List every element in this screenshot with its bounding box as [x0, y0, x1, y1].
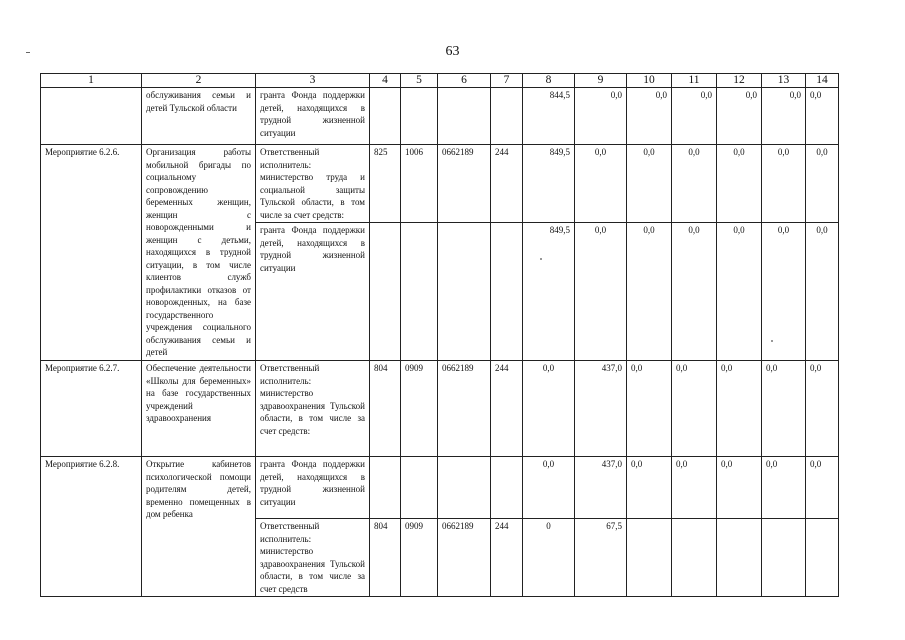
amount-cell: 437,0 [575, 361, 627, 457]
amount-cell: 0,0 [672, 145, 717, 223]
table-row [41, 361, 839, 457]
amount-cell: 0,0 [575, 145, 627, 223]
code-cell [401, 88, 438, 145]
amount-cell: 849,5 [523, 145, 575, 223]
amount-cell: 0,0 [672, 223, 717, 361]
amount-cell: 0 [523, 519, 575, 597]
column-header: 11 [672, 74, 717, 88]
amount-cell: 0,0 [717, 361, 762, 457]
amount-cell [762, 519, 806, 597]
column-header: 13 [762, 74, 806, 88]
code-cell: 804 [370, 361, 401, 457]
column-header: 4 [370, 74, 401, 88]
amount-cell: 0,0 [717, 88, 762, 145]
column-header: 9 [575, 74, 627, 88]
column-header: 7 [491, 74, 523, 88]
column-header: 3 [256, 74, 370, 88]
amount-cell: 0,0 [806, 361, 839, 457]
code-cell: 244 [491, 519, 523, 597]
funding-source: Ответственный исполнитель: министерство труда и социальной защиты Тульской области, в том числе за счет средств: [256, 145, 370, 223]
amount-cell: 0,0 [717, 457, 762, 519]
amount-cell: 0,0 [523, 457, 575, 519]
funding-source: гранта Фонда поддержки детей, находящихся в трудной жизненной ситуации [256, 223, 370, 361]
code-cell [491, 457, 523, 519]
code-cell [491, 223, 523, 361]
amount-cell: 0,0 [762, 457, 806, 519]
column-number-row [41, 74, 839, 88]
amount-cell: 437,0 [575, 457, 627, 519]
amount-cell: 0,0 [575, 88, 627, 145]
amount-cell [717, 519, 762, 597]
table-row [41, 145, 839, 223]
activity-description: Организация работы мобильной бригады по социальному сопровождению беременных женщин, женщин с новорожденными и женщин с детьми, находящихся в трудной ситуации, в том числе клиентов служб профилактики отказов от новорожденных, на базе государственного учреждения социального обслуживания семьи и детей [142, 145, 256, 361]
amount-cell: 0,0 [523, 361, 575, 457]
amount-cell: 67,5 [575, 519, 627, 597]
amount-cell: 0,0 [627, 361, 672, 457]
code-cell [370, 223, 401, 361]
amount-cell: 0,0 [806, 457, 839, 519]
column-header: 1 [41, 74, 142, 88]
amount-cell: 0,0 [762, 145, 806, 223]
code-cell: 0662189 [438, 361, 491, 457]
code-cell: 0662189 [438, 519, 491, 597]
funding-source: гранта Фонда поддержки детей, находящихся в трудной жизненной ситуации [256, 88, 370, 145]
activity-description: обслуживания семьи и детей Тульской области [142, 88, 256, 145]
column-header: 10 [627, 74, 672, 88]
funding-source: Ответственный исполнитель: министерство здравоохранения Тульской области, в том числе за счет средств [256, 519, 370, 597]
column-header: 2 [142, 74, 256, 88]
amount-cell: 0,0 [672, 88, 717, 145]
amount-cell: 0,0 [575, 223, 627, 361]
amount-cell: 844,5 [523, 88, 575, 145]
activity-number: Мероприятие 6.2.7. [41, 361, 142, 457]
amount-cell: 0,0 [627, 145, 672, 223]
amount-cell: 0,0 [717, 223, 762, 361]
amount-cell: 0,0 [717, 145, 762, 223]
activity-cell [41, 88, 142, 145]
code-cell: 0909 [401, 361, 438, 457]
code-cell: 244 [491, 145, 523, 223]
amount-cell: 0,0 [762, 223, 806, 361]
code-cell: 0662189 [438, 145, 491, 223]
scan-speck [540, 258, 542, 260]
amount-cell: 0,0 [762, 88, 806, 145]
code-cell [370, 88, 401, 145]
activity-number: Мероприятие 6.2.8. [41, 457, 142, 597]
table-row [41, 88, 839, 145]
code-cell [401, 223, 438, 361]
amount-cell: 849,5 [523, 223, 575, 361]
code-cell: 804 [370, 519, 401, 597]
code-cell [401, 457, 438, 519]
amount-cell: 0,0 [806, 145, 839, 223]
margin-mark [26, 52, 30, 53]
funding-table [40, 73, 839, 597]
code-cell: 1006 [401, 145, 438, 223]
page-number: 63 [445, 44, 460, 59]
code-cell [438, 88, 491, 145]
amount-cell: 0,0 [627, 88, 672, 145]
code-cell [491, 88, 523, 145]
scan-speck [771, 340, 773, 342]
code-cell [438, 223, 491, 361]
amount-cell [672, 519, 717, 597]
amount-cell: 0,0 [762, 361, 806, 457]
funding-source: гранта Фонда поддержки детей, находящихся в трудной жизненной ситуации [256, 457, 370, 519]
amount-cell: 0,0 [672, 361, 717, 457]
code-cell: 825 [370, 145, 401, 223]
amount-cell: 0,0 [806, 88, 839, 145]
funding-source: Ответственный исполнитель: министерство здравоохранения Тульской области, в том числе за счет средств: [256, 361, 370, 457]
column-header: 8 [523, 74, 575, 88]
column-header: 14 [806, 74, 839, 88]
amount-cell [627, 519, 672, 597]
table-row [41, 457, 839, 519]
amount-cell: 0,0 [627, 223, 672, 361]
code-cell [370, 457, 401, 519]
activity-number: Мероприятие 6.2.6. [41, 145, 142, 361]
amount-cell [806, 519, 839, 597]
code-cell [438, 457, 491, 519]
code-cell: 244 [491, 361, 523, 457]
activity-description: Обеспечение деятельности «Школы для беременных» на базе государственных учреждений здравоохранения [142, 361, 256, 457]
column-header: 5 [401, 74, 438, 88]
amount-cell: 0,0 [627, 457, 672, 519]
column-header: 6 [438, 74, 491, 88]
activity-description: Открытие кабинетов психологической помощи родителям детей, временно помещенных в дом ребенка [142, 457, 256, 597]
column-header: 12 [717, 74, 762, 88]
amount-cell: 0,0 [806, 223, 839, 361]
code-cell: 0909 [401, 519, 438, 597]
amount-cell: 0,0 [672, 457, 717, 519]
